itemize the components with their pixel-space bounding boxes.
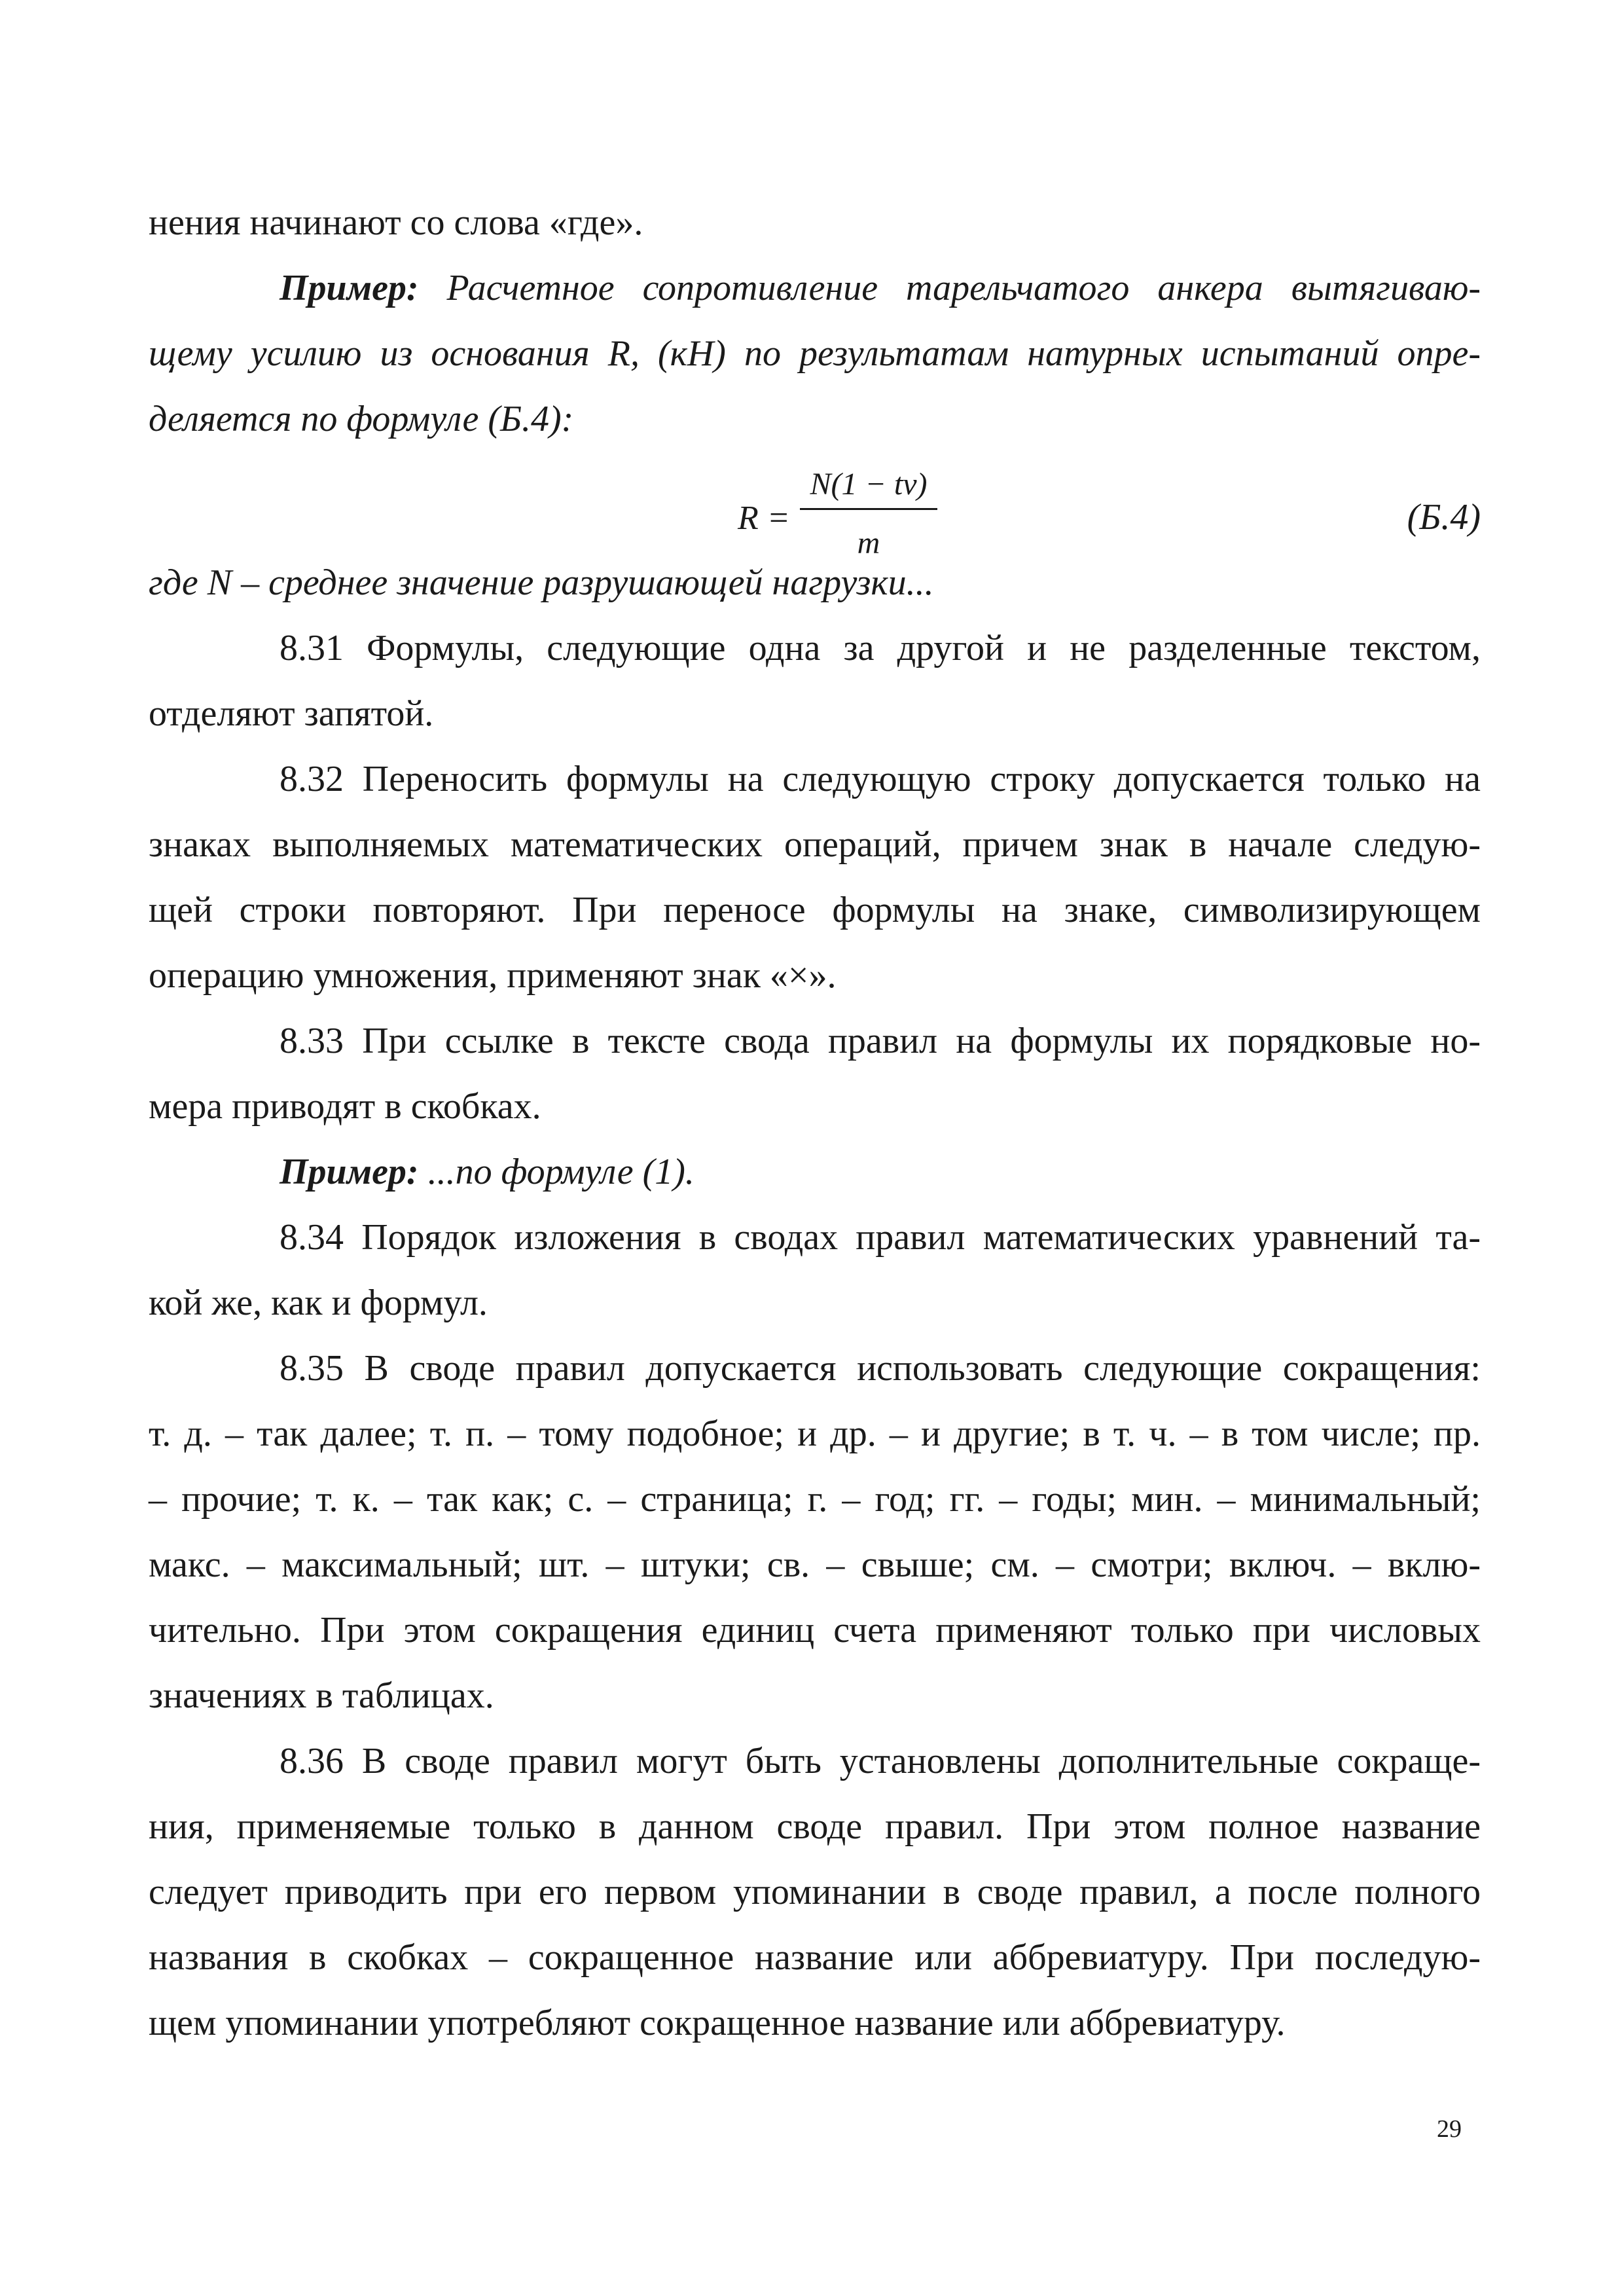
paragraph-8-34-line: 8.34 Порядок изложения в сводах правил математических уравнений та- (280, 1217, 1481, 1258)
formula-denominator: m (857, 526, 880, 560)
paragraph-8-34-line: кой же, как и формул. (149, 1283, 488, 1323)
paragraph-8-36-line: следует приводить при его первом упоминании в своде правил, а после полного (149, 1872, 1481, 1912)
paragraph-8-36-line: 8.36 В своде правил могут быть установлены дополнительные сокраще- (280, 1741, 1481, 1781)
paragraph-8-36-line: щем упоминании употребляют сокращенное название или аббревиатуру. (149, 2003, 1286, 2043)
paragraph-8-33-line: мера приводят в скобках. (149, 1086, 541, 1127)
fraction-bar (800, 508, 937, 510)
example-text-line: щему усилию из основания R, (кН) по результатам натурных испытаний опре- (149, 333, 1481, 374)
where-line: где N – среднее значение разрушающей нагрузки... (149, 562, 934, 603)
formula-number: (Б.4) (1407, 497, 1481, 538)
paragraph-8-35-line: – прочие; т. к. – так как; с. – страница; г. – год; гг. – годы; мин. – минимальный; (149, 1479, 1481, 1520)
text-line: нения начинают со слова «где». (149, 202, 643, 243)
paragraph-8-32-line: знаках выполняемых математических операций, причем знак в начале следую- (149, 824, 1481, 865)
example-paragraph-line (149, 255, 1481, 321)
example-text-line: деляется по формуле (Б.4): (149, 399, 574, 439)
paragraph-8-32-line: 8.32 Переносить формулы на следующую строку допускается только на (280, 759, 1481, 799)
paragraph-8-35-line: 8.35 В своде правил допускается использовать следующие сокращения: (280, 1348, 1481, 1389)
paragraph-8-31-line: отделяют запятой. (149, 693, 434, 734)
page-number: 29 (1437, 2115, 1462, 2143)
example-paragraph-line (149, 1139, 1481, 1205)
paragraph-8-35-line: значениях в таблицах. (149, 1675, 494, 1716)
paragraph-8-32-line: щей строки повторяют. При переносе формулы на знаке, символизирующем (149, 890, 1481, 930)
paragraph-8-33-line: 8.33 При ссылке в тексте свода правил на формулы их порядковые но- (280, 1021, 1481, 1061)
formula-lhs: R = (738, 500, 790, 537)
formula-block (149, 458, 1481, 560)
formula (738, 458, 1065, 560)
formula-numerator: N(1 − tv) (810, 467, 928, 501)
example-label: Пример: (280, 268, 419, 308)
paragraph-8-32-line: операцию умножения, применяют знак «×». (149, 955, 837, 996)
document-page (149, 190, 1481, 2056)
paragraph-8-31-line: 8.31 Формулы, следующие одна за другой и не разделенные текстом, (280, 628, 1481, 668)
paragraph-8-35-line: макс. – максимальный; шт. – штуки; св. – свыше; см. – смотри; включ. – вклю- (149, 1544, 1481, 1585)
paragraph-8-35-line: т. д. – так далее; т. п. – тому подобное; и др. – и другие; в т. ч. – в том числе; пр. (149, 1413, 1481, 1454)
example-text: Расчетное сопротивление тарельчатого анкера вытягиваю- (446, 268, 1481, 308)
example-text: ...по формуле (1). (418, 1152, 695, 1192)
paragraph-8-35-line: чительно. При этом сокращения единиц счета применяют только при числовых (149, 1610, 1481, 1650)
paragraph-8-36-line: названия в скобках – сокращенное название или аббревиатуру. При последую- (149, 1937, 1481, 1978)
paragraph-8-36-line: ния, применяемые только в данном своде правил. При этом полное название (149, 1806, 1481, 1847)
example-label: Пример: (280, 1152, 419, 1192)
